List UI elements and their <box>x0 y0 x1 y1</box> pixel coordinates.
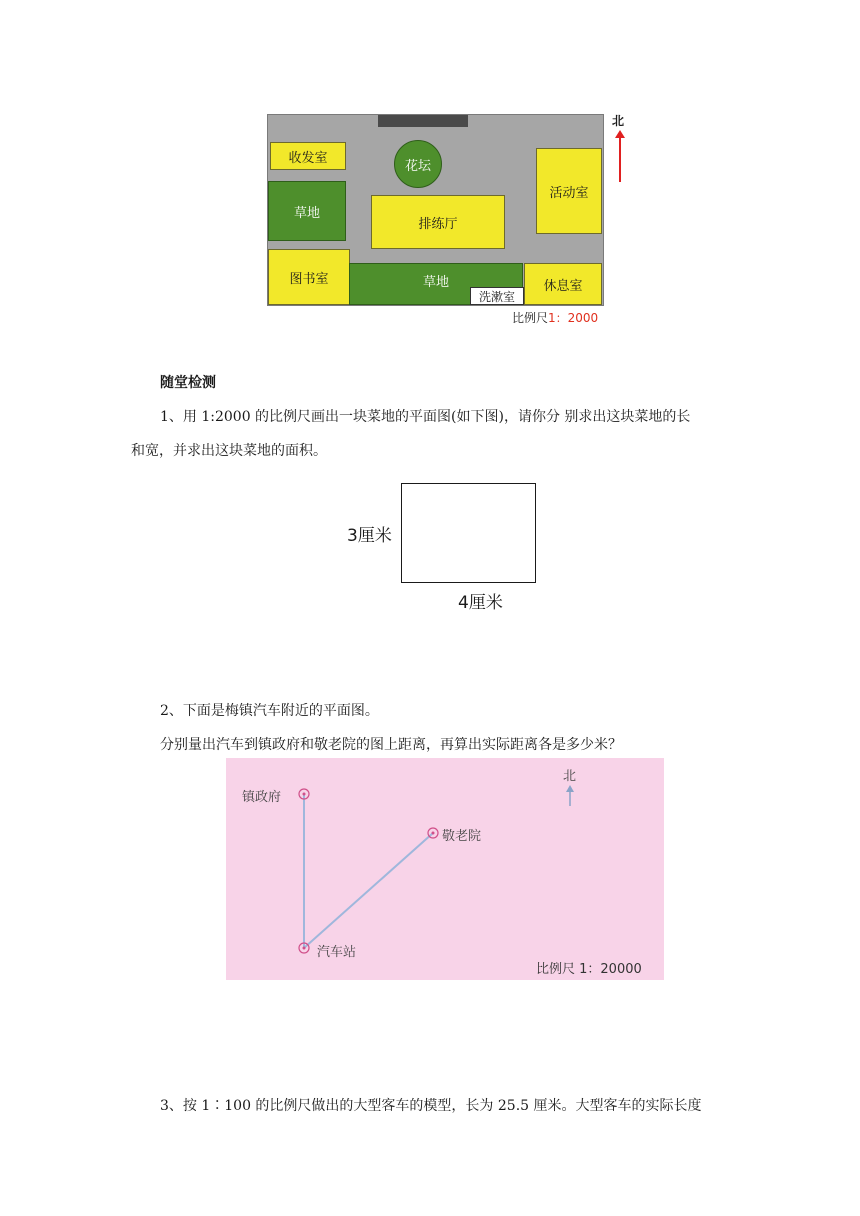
lawn-bottom-label: 草地 <box>422 274 449 290</box>
lawn-left <box>268 181 346 241</box>
north-label: 北 <box>612 114 625 128</box>
activity-room-label: 活动室 <box>549 185 589 201</box>
q1-line2: 和宽，并求出这块菜地的面积。 <box>131 443 327 459</box>
school-map-scale <box>512 309 598 326</box>
washroom-label: 洗漱室 <box>478 289 515 304</box>
q1-line1: 1、用 1:2000 的比例尺画出一块菜地的平面图(如下图)，请你分 别求出这块菜地的长 <box>160 409 691 425</box>
q3-line1: 3、按 1∶100 的比例尺做出的大型客车的模型，长为 25.5 厘米。大型客车的实际长度 <box>160 1098 702 1114</box>
town-map-scale: 比例尺 1：20000 <box>536 962 642 977</box>
north-arrow-icon <box>566 785 574 806</box>
flower-bed-label: 花坛 <box>404 158 431 174</box>
town-north-label: 北 <box>563 769 577 784</box>
north-arrow <box>612 112 628 184</box>
bus-station-label: 汽车站 <box>317 945 357 960</box>
route-to-nursing-home <box>304 833 433 948</box>
scale-value: 1：2000 <box>548 311 599 325</box>
q2-line1: 2、下面是梅镇汽车附近的平面图。 <box>160 703 379 719</box>
town-hall-label: 镇政府 <box>242 790 282 805</box>
town-map <box>226 758 664 980</box>
library <box>268 249 350 305</box>
lounge-label: 休息室 <box>543 278 583 294</box>
lounge <box>524 263 602 305</box>
washroom <box>470 287 524 305</box>
height-label: 3厘米 <box>347 526 392 546</box>
school-gate <box>378 115 468 127</box>
school-map <box>267 114 604 306</box>
town-map-graphics <box>226 758 664 980</box>
north-arrow-shaft <box>619 136 621 182</box>
vegetable-field-rectangle <box>401 483 536 583</box>
width-label: 4厘米 <box>458 593 503 613</box>
rehearsal-hall-label: 排练厅 <box>418 216 458 232</box>
library-label: 图书室 <box>289 271 329 287</box>
q2-line2: 分别量出汽车到镇政府和敬老院的图上距离，再算出实际距离各是多少米？ <box>160 737 622 753</box>
reception-label: 收发室 <box>288 150 328 166</box>
scale-prefix: 比例尺 <box>512 311 549 325</box>
section-title: 随堂检测 <box>160 375 216 391</box>
rehearsal-hall <box>371 195 505 249</box>
nursing-home-marker-icon <box>428 828 438 838</box>
activity-room <box>536 148 602 234</box>
reception-room <box>270 142 346 170</box>
lawn-left-label: 草地 <box>293 205 320 221</box>
flower-bed <box>394 140 442 188</box>
nursing-home-label: 敬老院 <box>442 829 482 844</box>
